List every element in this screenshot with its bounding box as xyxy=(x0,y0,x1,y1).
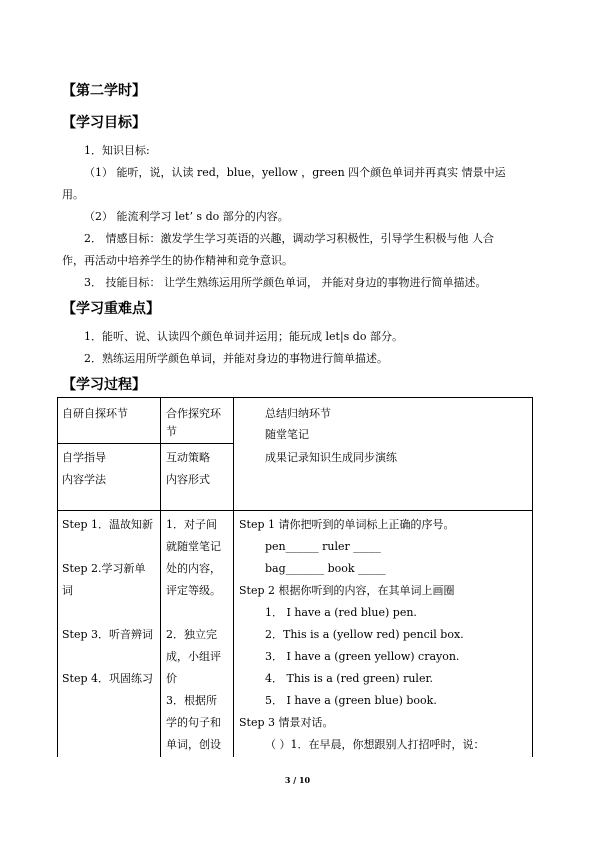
exercise-line: Step 2 根据你听到的内容，在其单词上画圈 xyxy=(239,584,455,597)
coop-line: 就随堂笔记 xyxy=(166,540,221,553)
step-label: 词 xyxy=(62,584,73,597)
table-header-col1: 自研自探环节 xyxy=(62,407,128,420)
coop-line: 学的句子和 xyxy=(166,716,221,729)
goal-line: 作，再活动中培养学生的协作精神和竞争意识。 xyxy=(62,254,293,267)
heading-keypoints: 【学习重难点】 xyxy=(62,301,160,317)
coop-line: 价 xyxy=(166,672,177,685)
exercise-line: 1． I have a (red blue) pen. xyxy=(265,606,417,619)
exercise-line: pen______ ruler _____ xyxy=(265,540,381,553)
coop-line: 单词，创设 xyxy=(166,738,221,751)
coop-line: 3．根据所 xyxy=(166,694,217,707)
step-label: Step 1．温故知新 xyxy=(62,518,154,531)
exercise-line: Step 3 情景对话。 xyxy=(239,716,334,729)
coop-line: 成，小组评 xyxy=(166,650,221,663)
table-header-col3: 成果记录知识生成同步演练 xyxy=(265,451,397,464)
exercise-line: 4． This is a (red green) ruler. xyxy=(265,672,433,685)
goal-line: 用。 xyxy=(62,188,84,201)
table-subheader-col1: 内容学法 xyxy=(62,473,106,486)
table-header-col3: 随堂笔记 xyxy=(265,428,309,441)
keypoint-line: 1．能听、说、认读四个颜色单词并运用；能玩成 let|s do 部分。 xyxy=(84,330,403,343)
exercise-line: 5． I have a (green blue) book. xyxy=(265,694,437,707)
table-header-col2: 合作探究环 xyxy=(166,407,221,420)
heading-goals: 【学习目标】 xyxy=(62,115,146,131)
step-label: Step 3．听音辨词 xyxy=(62,628,154,641)
heading-process: 【学习过程】 xyxy=(62,377,146,393)
goal-line: 1．知识目标: xyxy=(84,144,150,157)
table-subheader-col1: 自学指导 xyxy=(62,451,106,464)
keypoint-line: 2．熟练运用所学颜色单词，并能对身边的事物进行简单描述。 xyxy=(84,352,388,365)
table-header-col3: 总结归纳环节 xyxy=(265,407,331,420)
coop-line: 2．独立完 xyxy=(166,628,217,641)
exercise-line: 2．This is a (yellow red) pencil box. xyxy=(265,628,464,641)
step-label: Step 2.学习新单 xyxy=(62,562,146,575)
goal-line: （2） 能流利学习 let’ s do 部分的内容。 xyxy=(84,210,289,223)
goal-line: 2． 情感目标：激发学生学习英语的兴趣，调动学习积极性，引导学生积极与他 人合 xyxy=(84,232,494,245)
heading-lesson: 【第二学时】 xyxy=(62,83,146,99)
exercise-line: Step 1 请你把听到的单词标上正确的序号。 xyxy=(239,518,455,531)
coop-line: 1．对子间 xyxy=(166,518,217,531)
table-subheader-col2: 内容形式 xyxy=(166,473,210,486)
exercise-line: 3． I have a (green yellow) crayon. xyxy=(265,650,460,663)
step-label: Step 4．巩固练习 xyxy=(62,672,154,685)
page-number: 3 / 10 xyxy=(284,775,311,785)
coop-line: 评定等级。 xyxy=(166,584,221,597)
exercise-line: （ ）1．在早晨，你想跟别人打招呼时，说： xyxy=(265,738,485,751)
table-subheader-col2: 互动策略 xyxy=(166,451,210,464)
goal-line: 3． 技能目标： 让学生熟练运用所学颜色单词， 并能对身边的事物进行简单描述。 xyxy=(84,276,487,289)
table-header-col2: 节 xyxy=(166,425,177,438)
goal-line: （1） 能听，说，认读 red，blue，yellow ，green 四个颜色单词并再真实 情景中运 xyxy=(84,166,506,179)
coop-line: 处的内容， xyxy=(166,562,221,575)
exercise-line: bag_______ book _____ xyxy=(265,562,386,575)
